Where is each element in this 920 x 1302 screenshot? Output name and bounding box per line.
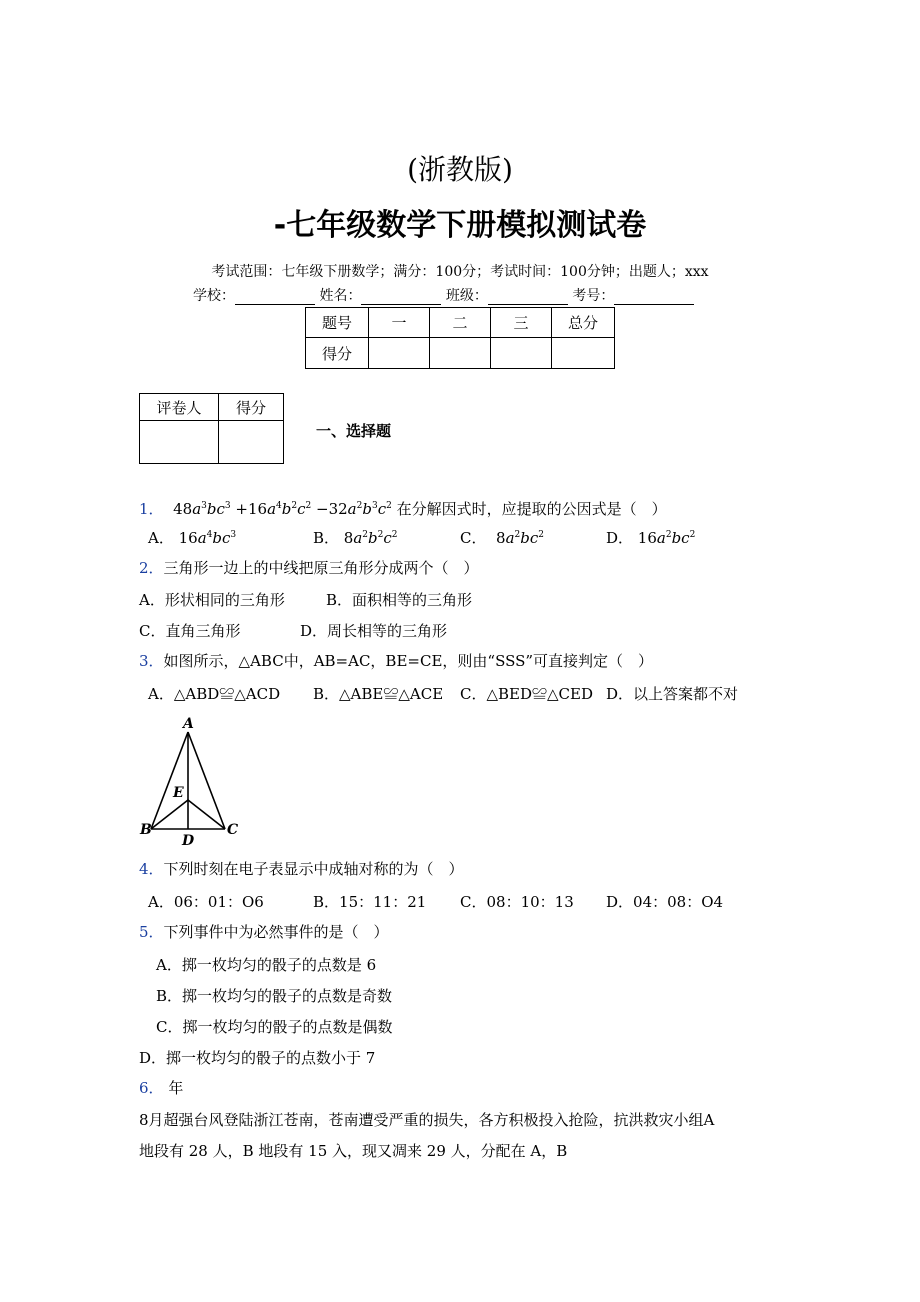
q1-option-c[interactable]: C． $8a^2bc^2$: [460, 529, 545, 547]
exam-title: -七年级数学下册模拟测试卷: [273, 208, 647, 243]
question-2: [139, 558, 479, 578]
score-cell[interactable]: [552, 338, 615, 369]
q2-option-c[interactable]: C．直角三角形: [139, 622, 241, 640]
q2-text: 三角形一边上的中线把原三角形分成两个（ ）: [163, 559, 479, 577]
q5-option-c[interactable]: C．掷一枚均匀的骰子的点数是偶数: [156, 1018, 393, 1036]
number-label: 考号：: [572, 288, 615, 304]
school-field[interactable]: [235, 290, 315, 305]
class-label: 班级：: [445, 288, 488, 304]
q5-option-b[interactable]: B．掷一枚均匀的骰子的点数是奇数: [156, 987, 393, 1005]
q3-option-c[interactable]: C．△BED≌△CED: [460, 685, 594, 703]
question-number: 6．: [139, 1079, 164, 1097]
question-5: [139, 922, 389, 942]
score-row-label: 得分: [306, 338, 369, 369]
exam-info: 考试范围：七年级下册数学；满分：100分；考试时间：100分钟；出题人；xxx: [211, 264, 709, 280]
q1-option-a[interactable]: A． $16a^4bc^3$: [148, 529, 237, 547]
name-field[interactable]: [361, 290, 441, 305]
q2-option-a[interactable]: A．形状相同的三角形: [139, 591, 285, 609]
score-cell[interactable]: [430, 338, 491, 369]
score-cell[interactable]: [491, 338, 552, 369]
score-header: 三: [491, 308, 552, 338]
score-header: 总分: [552, 308, 615, 338]
q4-text: 下列时刻在电子表显示中成轴对称的为（ ）: [163, 860, 464, 878]
q5-option-a[interactable]: A．掷一枚均匀的骰子的点数是 6: [156, 956, 377, 974]
score-cell[interactable]: [369, 338, 430, 369]
q3-option-b[interactable]: B．△ABE≌△ACE: [313, 685, 444, 703]
score-header: 一: [369, 308, 430, 338]
question-number: 4．: [139, 860, 164, 878]
label-b: B: [140, 822, 152, 838]
grader-header: 得分: [219, 394, 284, 421]
label-c: C: [227, 822, 239, 838]
edition-title: (浙教版): [407, 153, 513, 186]
q1-expression: $48a^3bc^3 +16a^4b^2c^2 -32a^2b^3c^2$: [168, 500, 392, 518]
name-label: 姓名：: [319, 288, 362, 304]
q6-text: 年: [168, 1079, 184, 1097]
question-1: [139, 496, 667, 519]
q4-option-b[interactable]: B．15：11：21: [313, 893, 427, 911]
q1-option-b[interactable]: B． $8a^2b^2c^2$: [313, 529, 398, 547]
q6-line-1: 8月超强台风登陆浙江苍南，苍南遭受严重的损失，各方积极投入抢险，抗洪救灾小组A: [139, 1111, 715, 1129]
score-table: [305, 307, 615, 369]
q4-option-a[interactable]: A．06：01：O6: [148, 893, 264, 911]
q4-option-d[interactable]: D．04：08：O4: [606, 893, 724, 911]
q3-option-d[interactable]: D．以上答案都不对: [606, 685, 739, 703]
section-title: 一、选择题: [316, 422, 392, 440]
class-field[interactable]: [488, 290, 568, 305]
triangle-figure: [136, 712, 246, 852]
grader-cell[interactable]: [219, 421, 284, 464]
question-number: 3．: [139, 652, 164, 670]
question-3: [139, 651, 653, 671]
q1-text: 在分解因式时，应提取的公因式是（ ）: [396, 500, 667, 518]
question-6: [139, 1078, 183, 1098]
score-header: 题号: [306, 308, 369, 338]
school-label: 学校：: [193, 288, 235, 304]
q5-option-d[interactable]: D．掷一枚均匀的骰子的点数小于 7: [139, 1049, 376, 1067]
number-field[interactable]: [614, 290, 694, 305]
q1-option-d[interactable]: D． $16a^2bc^2$: [606, 529, 696, 547]
label-a: A: [183, 716, 194, 732]
student-info-line: [193, 285, 694, 305]
q2-option-b[interactable]: B．面积相等的三角形: [326, 591, 473, 609]
q6-line-2: 地段有 28 人，B 地段有 15 入，现又凋来 29 人，分配在 A，B: [139, 1142, 568, 1160]
q3-option-a[interactable]: A．△ABD≌△ACD: [148, 685, 281, 703]
q5-text: 下列事件中为必然事件的是（ ）: [163, 923, 389, 941]
question-number: 2．: [139, 559, 164, 577]
question-number: 1．: [139, 500, 164, 518]
question-4: [139, 859, 464, 879]
grader-cell[interactable]: [140, 421, 219, 464]
q4-option-c[interactable]: C．08：10：13: [460, 893, 574, 911]
q2-option-d[interactable]: D．周长相等的三角形: [300, 622, 448, 640]
label-e: E: [173, 785, 184, 801]
label-d: D: [182, 833, 195, 849]
grader-table: [139, 393, 284, 464]
score-header: 二: [430, 308, 491, 338]
question-number: 5．: [139, 923, 164, 941]
q3-text: 如图所示，△ABC中，AB=AC，BE=CE，则由“SSS”可直接判定（ ）: [163, 652, 654, 670]
grader-header: 评卷人: [140, 394, 219, 421]
